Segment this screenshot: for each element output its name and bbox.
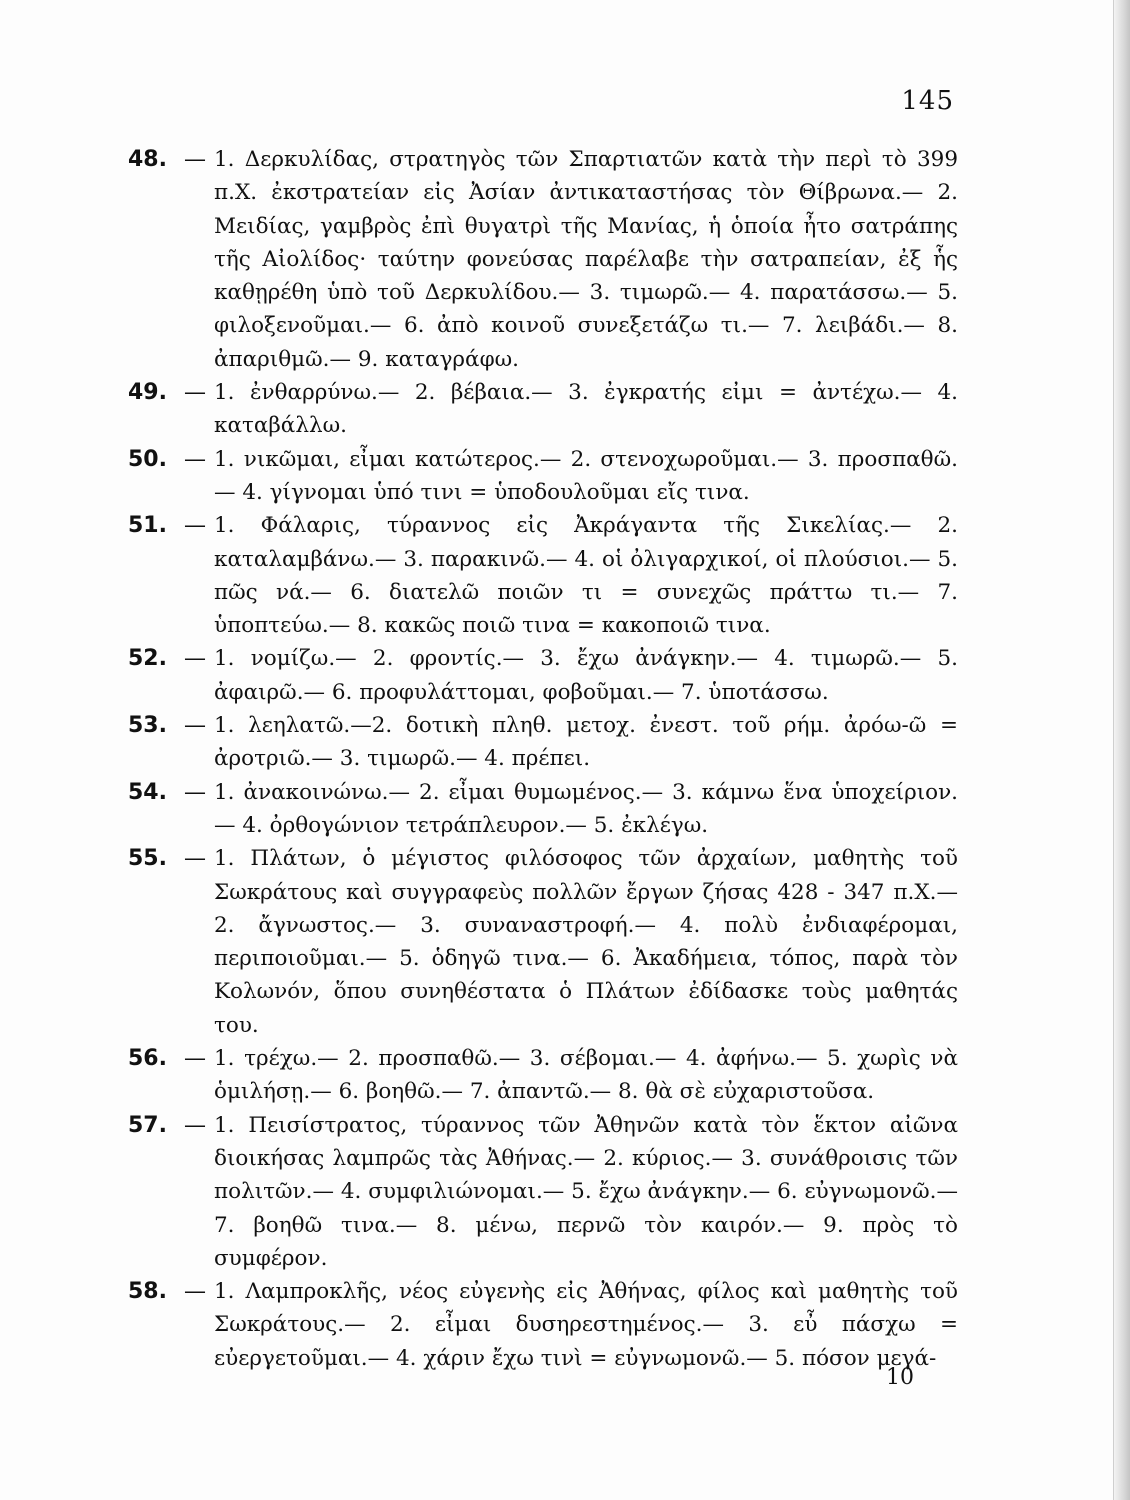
entry-number: 49. — [128, 380, 167, 406]
entry-number: 53. — [128, 713, 167, 739]
entry-number: 51. — [128, 513, 167, 539]
entry-number: 48. — [128, 147, 167, 172]
entry-number: 54. — [128, 779, 167, 805]
entry-text: 1. ἐνθαρρύνω.— 2. βέβαια.— 3. ἐγκρατής εἰμι = ἀντέχω.— 4. καταβάλλω. — [214, 380, 958, 439]
entry-text: 1. λεηλατῶ.—2. δοτικὴ πληθ. μετοχ. ἐνεστ. τοῦ ρήμ. ἀρόω-ῶ = ἀροτριῶ.— 3. τιμωρῶ.— 4. πρέπει. — [214, 713, 958, 772]
entry-text: 1. ἀνακοινώνω.— 2. εἶμαι θυμωμένος.— 3. κάμνω ἕνα ὑποχείριον.— 4. ὀρθογώνιον τετράπλευρον.— 5. ἐκλέγω. — [214, 779, 958, 838]
glossary-entry — [128, 509, 958, 642]
glossary-entry — [128, 642, 958, 709]
entry-dash: — — [184, 713, 206, 739]
signature-mark: 10 — [886, 1365, 914, 1390]
entry-text: 1. Λαμπροκλῆς, νέος εὐγενὴς εἰς Ἀθήνας, φίλος καὶ μαθητὴς τοῦ Σωκράτους.— 2. εἶμαι δυσηρεστημένος.— 3. εὖ πάσχω = εὐεργετοῦμαι.— 4. χάριν ἔχω τινὶ = εὐγνωμονῶ.— 5. πόσον μεγά- — [214, 1279, 958, 1371]
entry-text: 1. Δερκυλίδας, στρατηγὸς τῶν Σπαρτιατῶν κατὰ τὴν περὶ τὸ 399 π.Χ. ἐκστρατείαν εἰς Ἀσίαν ἀντικαταστήσας τὸν Θίβρωνα.— 2. Μειδίας, γαμβρὸς ἐπὶ θυγατρὶ τῆς Μανίας, ἡ ὁποία ἦτο σατράπης τῆς Αἰολίδος· ταύτην φονεύσας παρέλαβε τὴν σατραπείαν, ἐξ ἧς καθῃρέθη ὑπὸ τοῦ Δερκυλίδου.— 3. τιμωρῶ.— 4. παρατάσσω.— 5. φιλοξενοῦμαι.— 6. ἀπὸ κοινοῦ συνεξετάζω τι.— 7. λειβάδι.— 8. ἀπαριθμῶ.— 9. καταγράφω. — [214, 147, 958, 372]
entry-text: 1. Φάλαρις, τύραννος εἰς Ἀκράγαντα τῆς Σικελίας.— 2. καταλαμβάνω.— 3. παρακινῶ.— 4. οἱ ὀλιγαρχικοί, οἱ πλούσιοι.— 5. πῶς νά.— 6. διατελῶ ποιῶν τι = συνεχῶς πράττω τι.— 7. ὑποπτεύω.— 8. κακῶς ποιῶ τινα = κακοποιῶ τινα. — [214, 513, 958, 639]
entry-dash: — — [184, 147, 206, 172]
glossary-entry — [128, 776, 958, 843]
glossary-entry — [128, 443, 958, 510]
page-edge — [1113, 0, 1130, 1500]
entry-dash: — — [184, 646, 206, 672]
entry-number: 56. — [128, 1046, 167, 1072]
glossary-entry — [128, 842, 958, 1042]
glossary-entry — [128, 143, 958, 376]
entry-number: 55. — [128, 846, 167, 872]
page-number: 145 — [901, 86, 954, 116]
entry-dash: — — [184, 1279, 206, 1305]
entry-text: 1. νικῶμαι, εἶμαι κατώτερος.— 2. στενοχωροῦμαι.— 3. προσπαθῶ.— 4. γίγνομαι ὑπό τινι = ὑποδουλοῦμαι εἴς τινα. — [214, 446, 958, 505]
entry-dash: — — [184, 1046, 206, 1072]
entry-number: 52. — [128, 646, 167, 672]
entry-number: 58. — [128, 1279, 167, 1305]
entry-number: 57. — [128, 1112, 167, 1138]
entry-text: 1. Πεισίστρατος, τύραννος τῶν Ἀθηνῶν κατὰ τὸν ἕκτον αἰῶνα διοικήσας λαμπρῶς τὰς Ἀθήνας.— 2. κύριος.— 3. συνάθροισις τῶν πολιτῶν.— 4. συμφιλιώνομαι.— 5. ἔχω ἀνάγκην.— 6. εὐγνωμονῶ.— 7. βοηθῶ τινα.— 8. μένω, περνῶ τὸν καιρόν.— 9. πρὸς τὸ συμφέρον. — [214, 1112, 958, 1271]
entry-dash: — — [184, 1112, 206, 1138]
glossary-entries — [128, 143, 958, 1375]
entry-dash: — — [184, 380, 206, 406]
entry-dash: — — [184, 779, 206, 805]
glossary-entry — [128, 376, 958, 443]
entry-text: 1. νομίζω.— 2. φροντίς.— 3. ἔχω ἀνάγκην.— 4. τιμωρῶ.— 5. ἀφαιρῶ.— 6. προφυλάττομαι, φοβοῦμαι.— 7. ὑποτάσσω. — [214, 646, 958, 705]
entry-dash: — — [184, 846, 206, 872]
entry-dash: — — [184, 513, 206, 539]
glossary-entry — [128, 1109, 958, 1275]
entry-text: 1. Πλάτων, ὁ μέγιστος φιλόσοφος τῶν ἀρχαίων, μαθητὴς τοῦ Σωκράτους καὶ συγγραφεὺς πολλῶν ἔργων ζήσας 428 - 347 π.Χ.— 2. ἄγνωστος.— 3. συναναστροφή.— 4. πολὺ ἐνδιαφέρομαι, περιποιοῦμαι.— 5. ὁδηγῶ τινα.— 6. Ἀκαδήμεια, τόπος, παρὰ τὸν Κολωνόν, ὅπου συνηθέστατα ὁ Πλάτων ἐδίδασκε τοὺς μαθητάς του. — [214, 846, 958, 1038]
glossary-entry — [128, 1042, 958, 1109]
glossary-entry — [128, 1275, 958, 1375]
entry-text: 1. τρέχω.— 2. προσπαθῶ.— 3. σέβομαι.— 4. ἀφήνω.— 5. χωρὶς νὰ ὁμιλήσῃ.— 6. βοηθῶ.— 7. ἀπαντῶ.— 8. θὰ σὲ εὐχαριστοῦσα. — [214, 1046, 958, 1105]
entry-dash: — — [184, 446, 206, 472]
glossary-entry — [128, 709, 958, 776]
entry-number: 50. — [128, 446, 167, 472]
